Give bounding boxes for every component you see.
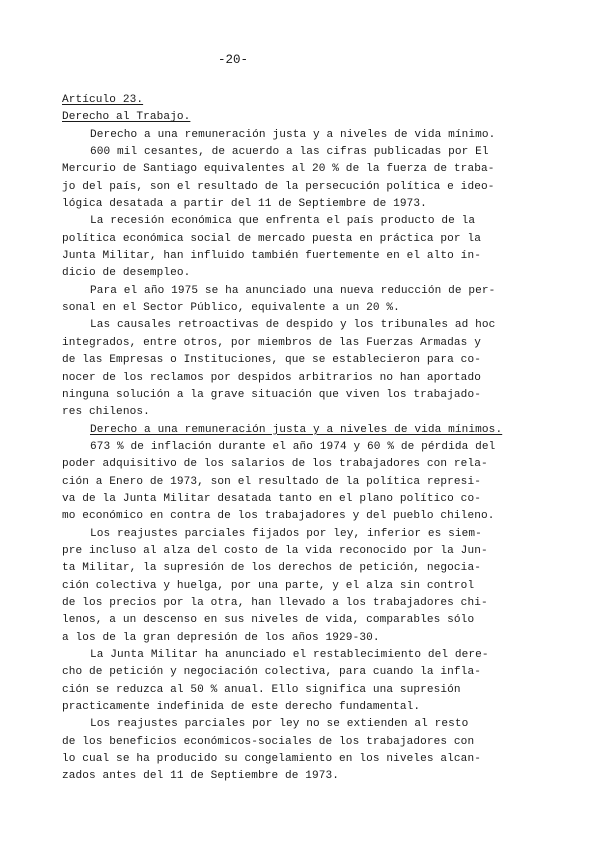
text-line: La recesión económica que enfrenta el país producto de la bbox=[90, 215, 476, 228]
text-line: lógica desatada a partir del 11 de Septiembre de 1973. bbox=[62, 198, 427, 211]
text-line: 600 mil cesantes, de acuerdo a las cifras publicadas por El bbox=[90, 146, 489, 159]
text-line: de los beneficios económicos-sociales de los trabajadores con bbox=[62, 735, 475, 748]
text-line: Las causales retroactivas de despido y los tribunales ad hoc bbox=[90, 319, 496, 332]
text-line: ción colectiva y huelga, por una parte, y el alza sin control bbox=[62, 579, 475, 592]
text-line: La Junta Militar ha anunciado el restablecimiento del dere- bbox=[90, 649, 489, 661]
text-line: nocer de los reclamos por despidos arbitrarios no han aportado bbox=[62, 371, 481, 384]
text-line: res chilenos. bbox=[62, 406, 150, 419]
heading-line: Derecho al Trabajo. bbox=[62, 111, 191, 124]
heading-line: Artículo 23. bbox=[62, 94, 144, 106]
text-line: Los reajustes parciales por ley no se extienden al resto bbox=[90, 718, 469, 731]
text-line: zados antes del 11 de Septiembre de 1973. bbox=[62, 770, 340, 783]
text-line: integrados, entre otros, por miembros de las Fuerzas Armadas y bbox=[62, 336, 481, 349]
text-line: ción se reduzca al 50 % anual. Ello significa una supresión bbox=[62, 683, 461, 696]
body-text bbox=[62, 92, 532, 786]
text-line: mo económico en contra de los trabajadores y del pueblo chileno. bbox=[62, 510, 495, 523]
text-line: pre incluso al alza del costo de la vida reconocido por la Jun- bbox=[62, 544, 488, 557]
text-line: de los precios por la otra, han llevado a los trabajadores chi- bbox=[62, 596, 488, 609]
text-line: dicio de desempleo. bbox=[62, 267, 191, 280]
text-line: 673 % de inflación durante el año 1974 y 60 % de pérdida del bbox=[90, 440, 496, 453]
text-line: política económica social de mercado puesta en práctica por la bbox=[62, 232, 481, 245]
text-line: poder adquisitivo de los salarios de los trabajadores con rela- bbox=[62, 458, 488, 471]
text-line: a los de la gran depresión de los años 1929-30. bbox=[62, 631, 380, 644]
page-number: -20- bbox=[218, 53, 249, 67]
text-line: ción a Enero de 1973, son el resultado de la política represi- bbox=[62, 475, 481, 488]
text-line: lenos, a un descenso en sus niveles de vida, comparables sólo bbox=[62, 614, 475, 627]
text-line: Junta Militar, han influido también fuertemente en el alto ín- bbox=[62, 250, 481, 263]
text-line: cho de petición y negociación colectiva, para cuando la infla- bbox=[62, 666, 481, 679]
heading-line: Derecho a una remuneración justa y a niveles de vida mínimos. bbox=[90, 423, 503, 436]
text-line: lo cual se ha producido su congelamiento en los niveles alcan- bbox=[62, 753, 481, 766]
text-line: ta Militar, la supresión de los derechos de petición, negocia- bbox=[62, 562, 481, 575]
text-line: ninguna solución a la grave situación que viven los trabajado- bbox=[62, 388, 481, 401]
text-line: va de la Junta Militar desatada tanto en el plano político co- bbox=[62, 492, 481, 505]
text-line: Los reajustes parciales fijados por ley, inferior es siem- bbox=[90, 527, 482, 540]
text-line: Derecho a una remuneración justa y a niveles de vida mínimo. bbox=[90, 128, 496, 141]
text-line: de las Empresas o Instituciones, que se establecieron para co- bbox=[62, 354, 481, 367]
text-line: Para el año 1975 se ha anunciado una nueva reducción de per- bbox=[90, 284, 496, 297]
text-line: jo del país, son el resultado de la persecución política e ideo- bbox=[62, 180, 495, 193]
text-line: sonal en el Sector Público, equivalente a un 20 %. bbox=[62, 302, 400, 315]
text-line: practicamente indefinida de este derecho fundamental. bbox=[62, 701, 421, 714]
text-line: Mercurio de Santiago equivalentes al 20 % de la fuerza de traba- bbox=[62, 163, 495, 176]
